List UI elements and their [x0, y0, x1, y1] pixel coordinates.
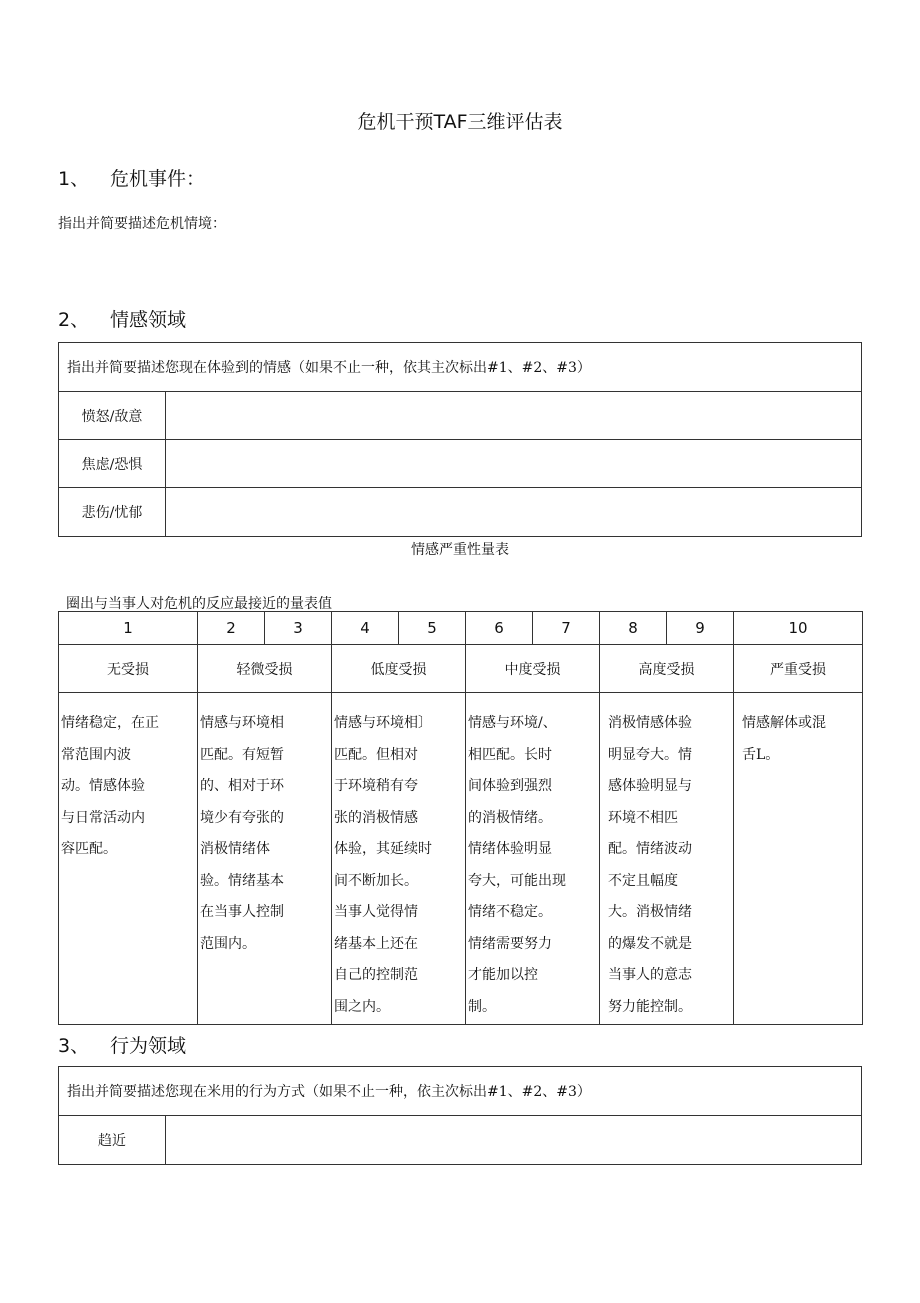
- description-line: 境少有夸张的: [200, 809, 284, 826]
- section-2-number: 2、: [58, 309, 90, 331]
- description-line: 常范围内波: [61, 746, 131, 763]
- description-line: 情绪体验明显: [468, 841, 552, 857]
- behavior-row-label: 趋近: [59, 1116, 166, 1165]
- scale-value[interactable]: 7: [533, 612, 600, 645]
- description-line: 情感与环境相: [200, 715, 284, 731]
- level-label: 无受损: [59, 645, 198, 693]
- level-label: 高度受损: [600, 645, 734, 693]
- description-line: 情感解体或混: [742, 715, 826, 731]
- description-line: 配。情绪波动: [608, 841, 692, 857]
- description-line: 当事人觉得情: [334, 904, 418, 920]
- behavior-table: [58, 1066, 862, 1165]
- description-line: 绪基本上还在: [334, 935, 418, 952]
- scale-value[interactable]: 6: [466, 612, 533, 645]
- description-line: 匹配。但相对: [334, 746, 418, 763]
- description-line: 情感与环境相〕: [334, 715, 432, 731]
- section-1-title: 危机事件：: [110, 168, 206, 190]
- page-title: 危机干预TAF三维评估表: [357, 111, 563, 133]
- description-line: 体验，其延续时: [334, 841, 432, 857]
- description-line: 环境不相匹: [608, 809, 678, 826]
- description-line: 大。消极情绪: [608, 904, 692, 920]
- description-line: 的、相对于环: [200, 778, 284, 794]
- level-description: [198, 693, 332, 1025]
- section-3-heading: [58, 1031, 186, 1058]
- description-line: 相匹配。长时: [468, 746, 552, 763]
- behavior-row-input[interactable]: [166, 1116, 862, 1165]
- description-line: 情感与环境/、: [468, 715, 557, 731]
- description-line: 在当事人控制: [200, 904, 284, 920]
- description-line: 围之内。: [334, 998, 390, 1015]
- description-line: 容匹配。: [61, 841, 117, 857]
- emotion-row-input[interactable]: [166, 488, 862, 537]
- emotion-table: [58, 342, 862, 537]
- section-3-title: 行为领域: [110, 1035, 187, 1057]
- description-line: 情绪不稳定。: [468, 904, 552, 920]
- level-description: [466, 693, 600, 1025]
- behavior-table-header: 指出并简要描述您现在米用的行为方式（如果不止一种，依主次标出#1、#2、#3）: [59, 1067, 862, 1116]
- description-line: 夸大，可能出现: [468, 872, 566, 889]
- level-description: [600, 693, 734, 1025]
- scale-caption: 情感严重性量表: [411, 542, 509, 558]
- description-line: 于环境稍有夸: [334, 778, 418, 794]
- description-line: 间体验到强烈: [468, 778, 552, 794]
- level-description: [734, 693, 863, 1025]
- description-line: 当事人的意志: [608, 967, 692, 983]
- description-line: 的爆发不就是: [608, 935, 692, 952]
- scale-value[interactable]: 10: [734, 612, 863, 645]
- description-line: 间不断加长。: [334, 872, 418, 889]
- level-label: 严重受损: [734, 645, 863, 693]
- scale-value[interactable]: 8: [600, 612, 667, 645]
- emotion-row-input[interactable]: [166, 440, 862, 488]
- scale-value[interactable]: 5: [399, 612, 466, 645]
- emotion-row-label: 焦虑/恐惧: [59, 440, 166, 488]
- description-line: 努力能控制。: [608, 998, 692, 1015]
- emotion-row-label: 愤怒/敌意: [59, 392, 166, 440]
- section-2-title: 情感领域: [110, 309, 187, 331]
- emotion-row-input[interactable]: [166, 392, 862, 440]
- section-2-heading: [58, 305, 186, 332]
- description-line: 匹配。有短暂: [200, 746, 284, 763]
- description-line: 与日常活动内: [61, 809, 145, 826]
- description-line: 验。情绪基本: [200, 872, 284, 889]
- scale-value[interactable]: 2: [198, 612, 265, 645]
- section-1-heading: [58, 164, 205, 191]
- description-line: 动。情感体验: [61, 778, 145, 794]
- level-description: [332, 693, 466, 1025]
- description-line: 自己的控制范: [334, 967, 418, 983]
- description-line: 不定且幅度: [608, 872, 678, 889]
- scale-value[interactable]: 1: [59, 612, 198, 645]
- description-line: 舌L。: [742, 746, 780, 763]
- level-label: 中度受损: [466, 645, 600, 693]
- description-line: 感体验明显与: [608, 778, 692, 794]
- emotion-table-header: 指出并简要描述您现在体验到的情感（如果不止一种，依其主次标出#1、#2、#3）: [59, 343, 862, 392]
- description-line: 情绪需要努力: [468, 935, 552, 952]
- level-label: 低度受损: [332, 645, 466, 693]
- description-line: 才能加以控: [468, 967, 538, 983]
- section-1-number: 1、: [58, 168, 90, 190]
- level-description: [59, 693, 198, 1025]
- severity-scale-table: [58, 611, 863, 1025]
- scale-instruction: 圈出与当事人对危机的反应最接近的量表值: [66, 596, 332, 612]
- description-line: 制。: [468, 998, 496, 1015]
- description-line: 消极情感体验: [608, 715, 692, 731]
- description-line: 消极情绪体: [200, 841, 270, 857]
- scale-value[interactable]: 9: [667, 612, 734, 645]
- section-1-prompt: 指出并简要描述危机情境：: [58, 216, 226, 232]
- scale-value[interactable]: 4: [332, 612, 399, 645]
- scale-value[interactable]: 3: [265, 612, 332, 645]
- description-line: 的消极情绪。: [468, 809, 552, 826]
- description-line: 情绪稳定，在正: [61, 715, 159, 731]
- section-3-number: 3、: [58, 1035, 90, 1057]
- level-label: 轻微受损: [198, 645, 332, 693]
- emotion-row-label: 悲伤/忧郁: [59, 488, 166, 537]
- description-line: 张的消极情感: [334, 809, 418, 826]
- description-line: 范围内。: [200, 935, 256, 952]
- description-line: 明显夸大。情: [608, 746, 692, 763]
